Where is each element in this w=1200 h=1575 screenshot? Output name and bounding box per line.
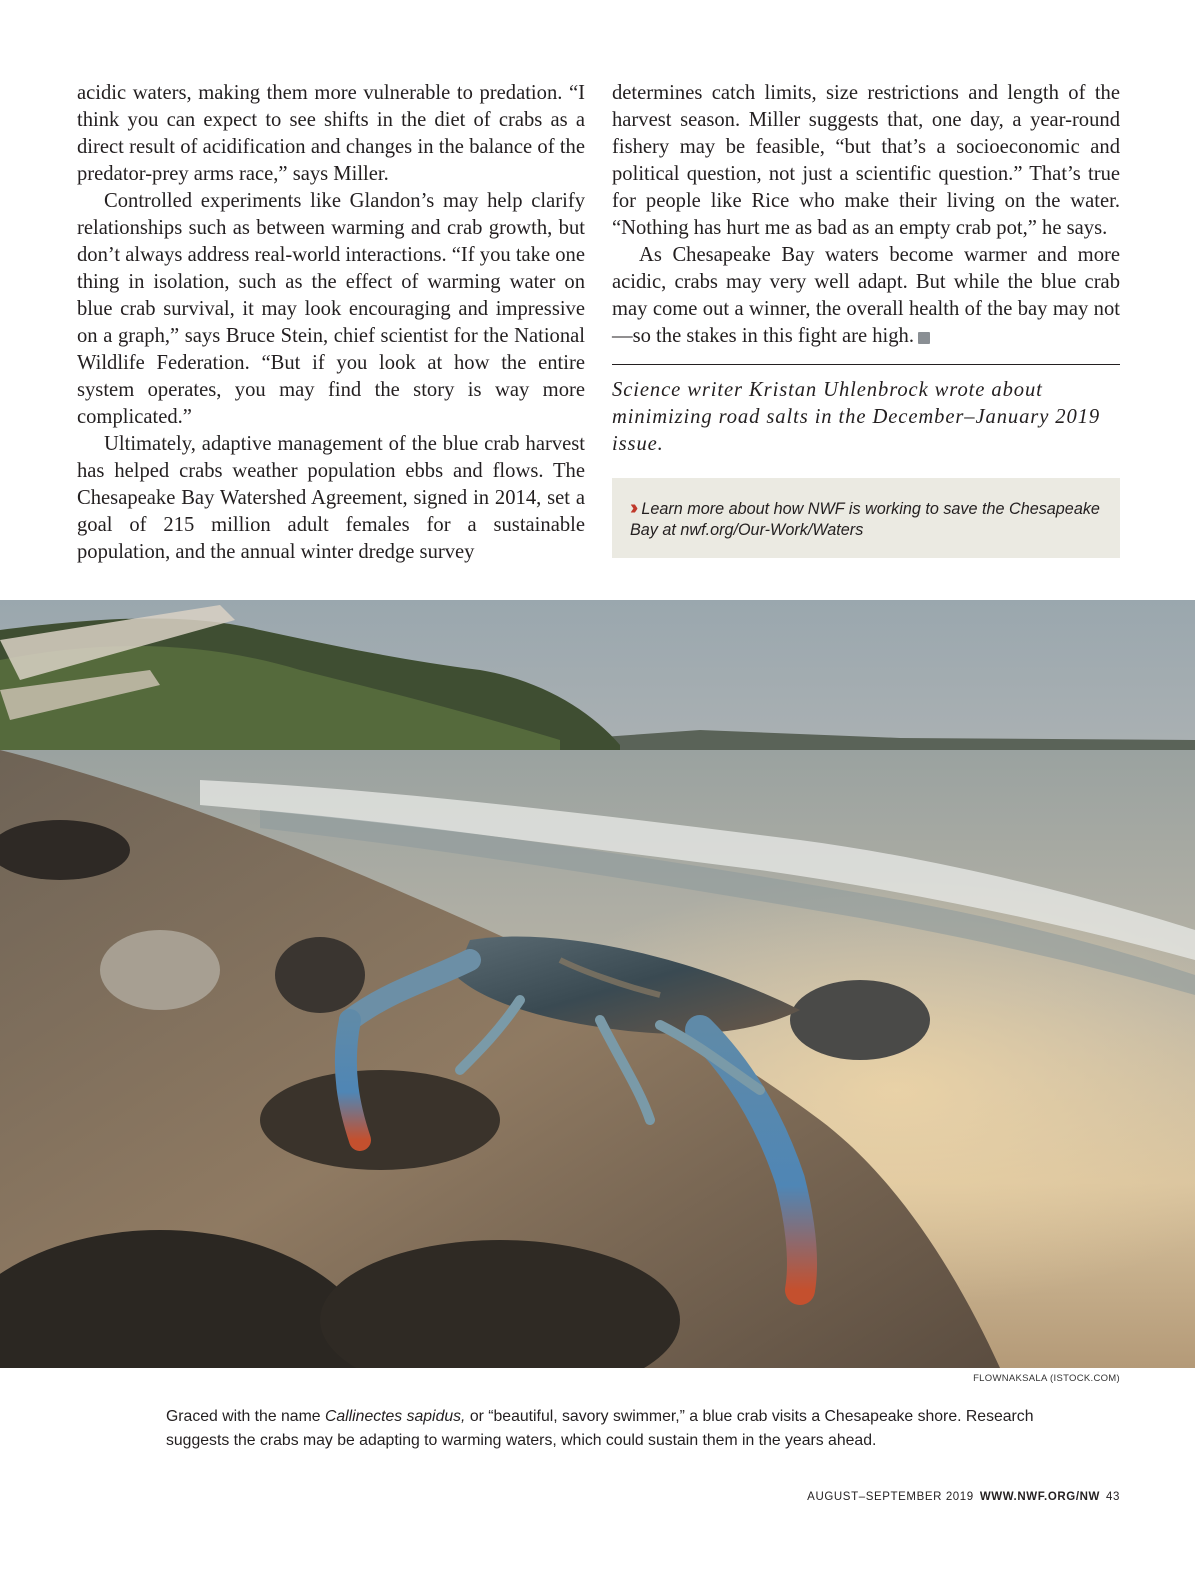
caption-species-name: Callinectes sapidus, [324, 1408, 466, 1425]
caption-text: Graced with the name [166, 1408, 325, 1425]
blue-crab-shore-photo [0, 600, 1195, 1368]
photo-caption [166, 1405, 1066, 1453]
author-bio: Science writer Kristan Uhlenbrock wrote about minimizing road salts in the December–January 2019 issue. [612, 379, 1101, 455]
issue-date: AUGUST–SEPTEMBER 2019 [807, 1491, 974, 1503]
learn-more-callout [612, 478, 1120, 558]
caption-text: or “beautiful, savory swimmer,” a blue crab visits a Chesapeake shore. Research suggests the crabs may be adapting to warming waters, which could sustain them in the years ahead. [166, 1408, 1034, 1449]
article-paragraph-final [612, 242, 1120, 350]
article-paragraph-text: As Chesapeake Bay waters become warmer and more acidic, crabs may very well adapt. But while the blue crab may come out a winner, the overall health of the bay may not—so the stakes in this fight are high. [612, 244, 1120, 347]
photo-credit: FLOWNAKSALA (ISTOCK.COM) [973, 1373, 1120, 1384]
article-column-left [77, 80, 585, 566]
chevron-right-icon: ›› [630, 497, 634, 519]
article-paragraph: Controlled experiments like Glandon’s may help clarify relationships such as between warming and crab growth, but don’t always address real-world interactions. “If you take one thing in isolation, such as the effect of warming water on blue crab survival, it may look encouraging and impressive on a graph,” says Bruce Stein, chief scientist for the National Wildlife Federation. “But if you look at how the entire system operates, you may find the story is way more complicated.” [77, 190, 585, 428]
page-number: 43 [1106, 1491, 1120, 1503]
end-of-article-icon: W [918, 332, 930, 344]
article-paragraph: Ultimately, adaptive management of the blue crab harvest has helped crabs weather population ebbs and flows. The Chesapeake Bay Watershed Agreement, signed in 2014, set a goal of 215 million adult females for a sustainable population, and the annual winter dredge survey [77, 433, 585, 563]
article-column-right [612, 80, 1120, 558]
page-footer [807, 1491, 1120, 1503]
divider [612, 364, 1120, 365]
website-url[interactable]: WWW.NWF.ORG/NW [979, 1491, 1100, 1503]
article-paragraph: determines catch limits, size restrictions and length of the harvest season. Miller suggests that, one day, a year-round fishery may be feasible, “but that’s a socioeconomic and political question, not just a scientific question.” That’s true for people like Rice who make their living on the water. “Nothing has hurt me as bad as an empty crab pot,” he says. [612, 82, 1120, 239]
article-paragraph: acidic waters, making them more vulnerable to predation. “I think you can expect to see shifts in the diet of crabs as a direct result of acidification and changes in the balance of the predator-prey arms race,” says Miller. [77, 82, 585, 185]
learn-more-link[interactable]: Learn more about how NWF is working to save the Chesapeake Bay at nwf.org/Our-Work/Waters [630, 500, 1100, 539]
